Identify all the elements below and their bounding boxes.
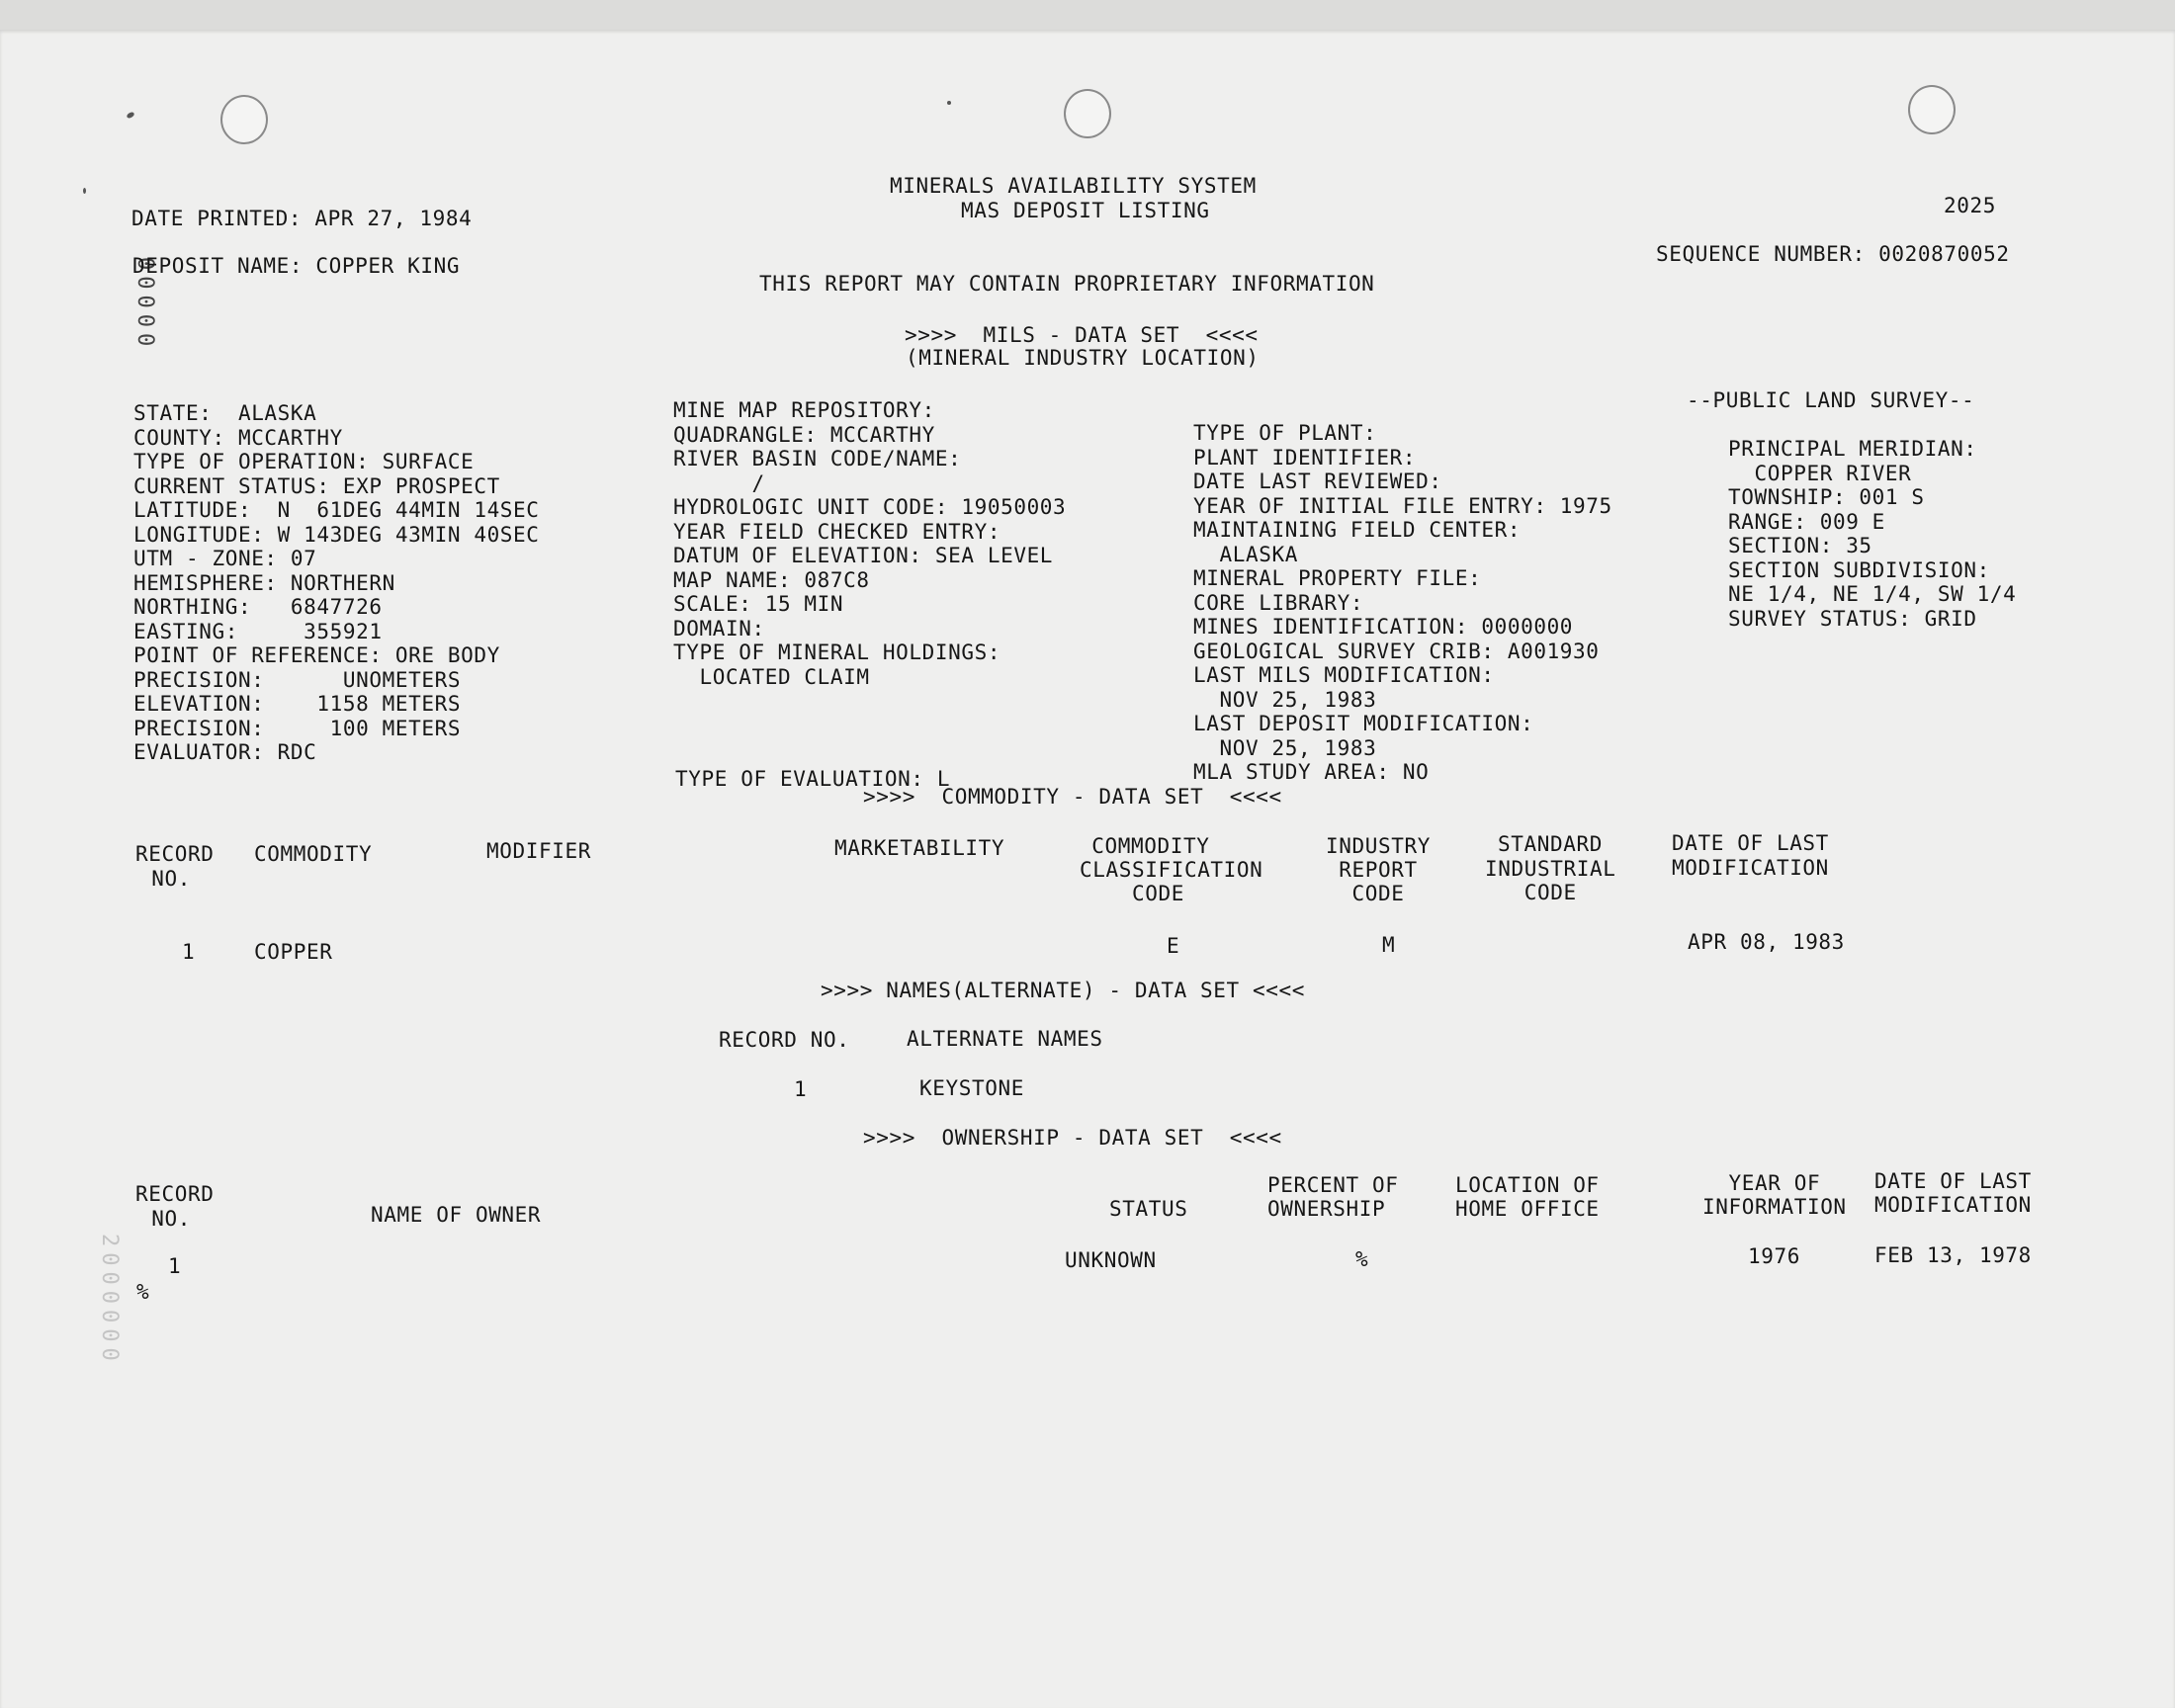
last-mils-modification-line: LAST MILS MODIFICATION:: [1193, 663, 1495, 687]
commodity-header-modifier: MODIFIER: [486, 839, 591, 863]
alternate-name: KEYSTONE: [919, 1076, 1024, 1100]
ownership-modification-date: FEB 13, 1978: [1874, 1243, 2032, 1267]
ownership-status: UNKNOWN: [1065, 1248, 1157, 1272]
punch-hole-right: [1908, 85, 1956, 134]
commodity-header-sic-1: STANDARD: [1498, 832, 1603, 856]
scan-speck: [126, 111, 134, 119]
punch-hole-left: [220, 95, 268, 144]
point-of-reference-line: POINT OF REFERENCE: ORE BODY: [133, 643, 500, 667]
river-basin-value-line: /: [673, 470, 765, 495]
ownership-header-percent-2: OWNERSHIP: [1267, 1197, 1386, 1221]
township-line: TOWNSHIP: 001 S: [1728, 485, 1925, 509]
year-field-checked-line: YEAR FIELD CHECKED ENTRY:: [673, 519, 1001, 544]
last-deposit-modification-value: NOV 25, 1983: [1193, 735, 1377, 760]
evaluator-line: EVALUATOR: RDC: [133, 740, 317, 764]
names-heading: >>>> NAMES(ALTERNATE) - DATA SET <<<<: [821, 979, 1305, 1002]
commodity-header-classification-3: CODE: [1080, 882, 1184, 905]
section-subdivision-value: NE 1/4, NE 1/4, SW 1/4: [1728, 582, 2017, 606]
core-library-line: CORE LIBRARY:: [1193, 590, 1364, 615]
ownership-header-location-1: LOCATION OF: [1455, 1173, 1600, 1197]
commodity-record-no: 1: [182, 940, 196, 964]
proprietary-notice: THIS REPORT MAY CONTAIN PROPRIETARY INFORMATION: [759, 272, 1375, 296]
commodity-header-record-no: NO.: [138, 867, 191, 891]
commodity-header-sic-3: CODE: [1485, 881, 1577, 904]
ownership-header-year-1: YEAR OF: [1702, 1171, 1821, 1195]
punch-hole-center: [1064, 89, 1111, 138]
deposit-name: DEPOSIT NAME: COPPER KING: [132, 254, 461, 278]
mineral-holdings-value-line: LOCATED CLAIM: [673, 664, 870, 689]
report-subtitle: MAS DEPOSIT LISTING: [961, 199, 1210, 222]
ownership-header-location-2: HOME OFFICE: [1455, 1197, 1600, 1221]
commodity-header-record: RECORD: [135, 842, 215, 866]
ownership-heading: >>>> OWNERSHIP - DATA SET <<<<: [863, 1126, 1282, 1150]
ownership-header-owner: NAME OF OWNER: [371, 1203, 542, 1227]
report-title: MINERALS AVAILABILITY SYSTEM: [890, 174, 1257, 198]
date-printed: DATE PRINTED: APR 27, 1984: [131, 207, 473, 230]
northing-line: NORTHING: 6847726: [133, 595, 383, 619]
last-mils-modification-value: NOV 25, 1983: [1193, 687, 1377, 712]
page-number: 2025: [1944, 194, 1996, 217]
longitude-line: LONGITUDE: W 143DEG 43MIN 40SEC: [133, 522, 540, 547]
public-land-survey-heading: --PUBLIC LAND SURVEY--: [1687, 388, 1975, 412]
range-line: RANGE: 009 E: [1728, 509, 1885, 534]
ownership-header-date-2: MODIFICATION: [1874, 1193, 2032, 1217]
ownership-header-percent-1: PERCENT OF: [1267, 1173, 1399, 1197]
plant-identifier-line: PLANT IDENTIFIER:: [1193, 445, 1417, 470]
ownership-header-record-no: NO.: [138, 1207, 191, 1231]
quadrangle-line: QUADRANGLE: MCCARTHY: [673, 422, 935, 447]
type-of-evaluation-line: TYPE OF EVALUATION: L: [675, 767, 951, 791]
datum-of-elevation-line: DATUM OF ELEVATION: SEA LEVEL: [673, 544, 1054, 567]
date-last-reviewed-line: DATE LAST REVIEWED:: [1193, 470, 1442, 493]
commodity-header-industry-3: CODE: [1326, 882, 1405, 905]
ownership-header-date-1: DATE OF LAST: [1874, 1169, 2032, 1193]
scan-speck: [83, 188, 86, 194]
names-record-no: 1: [794, 1077, 808, 1101]
printout-page: [0, 30, 2175, 1708]
commodity-classification-code: E: [1167, 934, 1180, 958]
commodity-header-date-1: DATE OF LAST: [1672, 831, 1829, 855]
scan-speck: [947, 101, 951, 105]
commodity-header-classification-2: CLASSIFICATION: [1080, 858, 1263, 882]
precision-line: PRECISION: UNOMETERS: [133, 667, 462, 692]
margin-stamp-strip-faint: 2000000: [97, 1234, 122, 1367]
ownership-percent-continuation: %: [136, 1280, 150, 1304]
commodity-header-industry-1: INDUSTRY: [1326, 834, 1431, 858]
last-deposit-modification-line: LAST DEPOSIT MODIFICATION:: [1193, 712, 1534, 735]
type-of-plant-line: TYPE OF PLANT:: [1193, 421, 1377, 445]
ownership-percent: %: [1355, 1247, 1369, 1271]
scanner-top-band: [0, 0, 2175, 30]
current-status-line: CURRENT STATUS: EXP PROSPECT: [133, 473, 500, 498]
margin-stamp-strip: 00000: [132, 257, 157, 353]
river-basin-line: RIVER BASIN CODE/NAME:: [673, 447, 962, 470]
ownership-header-year-2: INFORMATION: [1702, 1195, 1847, 1219]
field-center-line: MAINTAINING FIELD CENTER:: [1193, 518, 1522, 542]
commodity-industry-code: M: [1382, 933, 1396, 957]
names-header-alternate: ALTERNATE NAMES: [907, 1027, 1103, 1051]
ownership-year-of-information: 1976: [1748, 1244, 1800, 1268]
survey-crib-line: GEOLOGICAL SURVEY CRIB: A001930: [1193, 639, 1600, 663]
ownership-record-no: 1: [168, 1254, 182, 1278]
commodity-header-date-2: MODIFICATION: [1672, 856, 1829, 880]
initial-file-entry-line: YEAR OF INITIAL FILE ENTRY: 1975: [1193, 493, 1612, 518]
names-header-record: RECORD NO.: [719, 1028, 850, 1052]
mineral-holdings-line: TYPE OF MINERAL HOLDINGS:: [673, 640, 1001, 664]
section-subdivision-line: SECTION SUBDIVISION:: [1728, 557, 1990, 582]
commodity-header-classification-1: COMMODITY: [1079, 834, 1210, 858]
utm-zone-line: UTM - ZONE: 07: [133, 547, 317, 570]
ownership-header-status: STATUS: [1109, 1197, 1188, 1221]
hydrologic-unit-line: HYDROLOGIC UNIT CODE: 19050003: [673, 495, 1067, 519]
field-center-value-line: ALASKA: [1193, 542, 1298, 566]
mils-heading: >>>> MILS - DATA SET <<<<: [905, 323, 1259, 347]
mils-subheading: (MINERAL INDUSTRY LOCATION): [906, 346, 1260, 370]
mineral-property-file-line: MINERAL PROPERTY FILE:: [1193, 566, 1482, 590]
state-line: STATE: ALASKA: [133, 401, 317, 425]
principal-meridian-value: COPPER RIVER: [1728, 461, 1912, 485]
commodity-header-sic-2: INDUSTRIAL: [1485, 857, 1616, 881]
elevation-precision-line: PRECISION: 100 METERS: [133, 716, 462, 740]
principal-meridian-line: PRINCIPAL MERIDIAN:: [1728, 437, 1977, 461]
domain-line: DOMAIN:: [673, 616, 765, 640]
sequence-number: SEQUENCE NUMBER: 0020870052: [1656, 242, 2010, 266]
map-name-line: MAP NAME: 087C8: [673, 567, 870, 592]
commodity-heading: >>>> COMMODITY - DATA SET <<<<: [863, 785, 1282, 809]
commodity-header-marketability: MARKETABILITY: [834, 836, 1005, 860]
ownership-header-record: RECORD: [135, 1182, 215, 1206]
mines-identification-line: MINES IDENTIFICATION: 0000000: [1193, 615, 1574, 639]
latitude-line: LATITUDE: N 61DEG 44MIN 14SEC: [133, 498, 540, 522]
scale-line: SCALE: 15 MIN: [673, 592, 844, 616]
mine-map-repository-line: MINE MAP REPOSITORY:: [673, 398, 935, 422]
easting-line: EASTING: 355921: [133, 619, 383, 643]
section-line: SECTION: 35: [1728, 534, 1872, 557]
elevation-line: ELEVATION: 1158 METERS: [133, 692, 462, 716]
commodity-modification-date: APR 08, 1983: [1688, 930, 1845, 954]
commodity-header-industry-2: REPORT: [1326, 858, 1418, 882]
commodity-header-commodity: COMMODITY: [254, 842, 373, 866]
commodity-name: COPPER: [254, 940, 333, 964]
mla-study-area-line: MLA STUDY AREA: NO: [1193, 760, 1430, 784]
survey-status-line: SURVEY STATUS: GRID: [1728, 606, 1977, 631]
hemisphere-line: HEMISPHERE: NORTHERN: [133, 570, 395, 595]
operation-type-line: TYPE OF OPERATION: SURFACE: [133, 450, 475, 473]
county-line: COUNTY: MCCARTHY: [133, 425, 343, 450]
